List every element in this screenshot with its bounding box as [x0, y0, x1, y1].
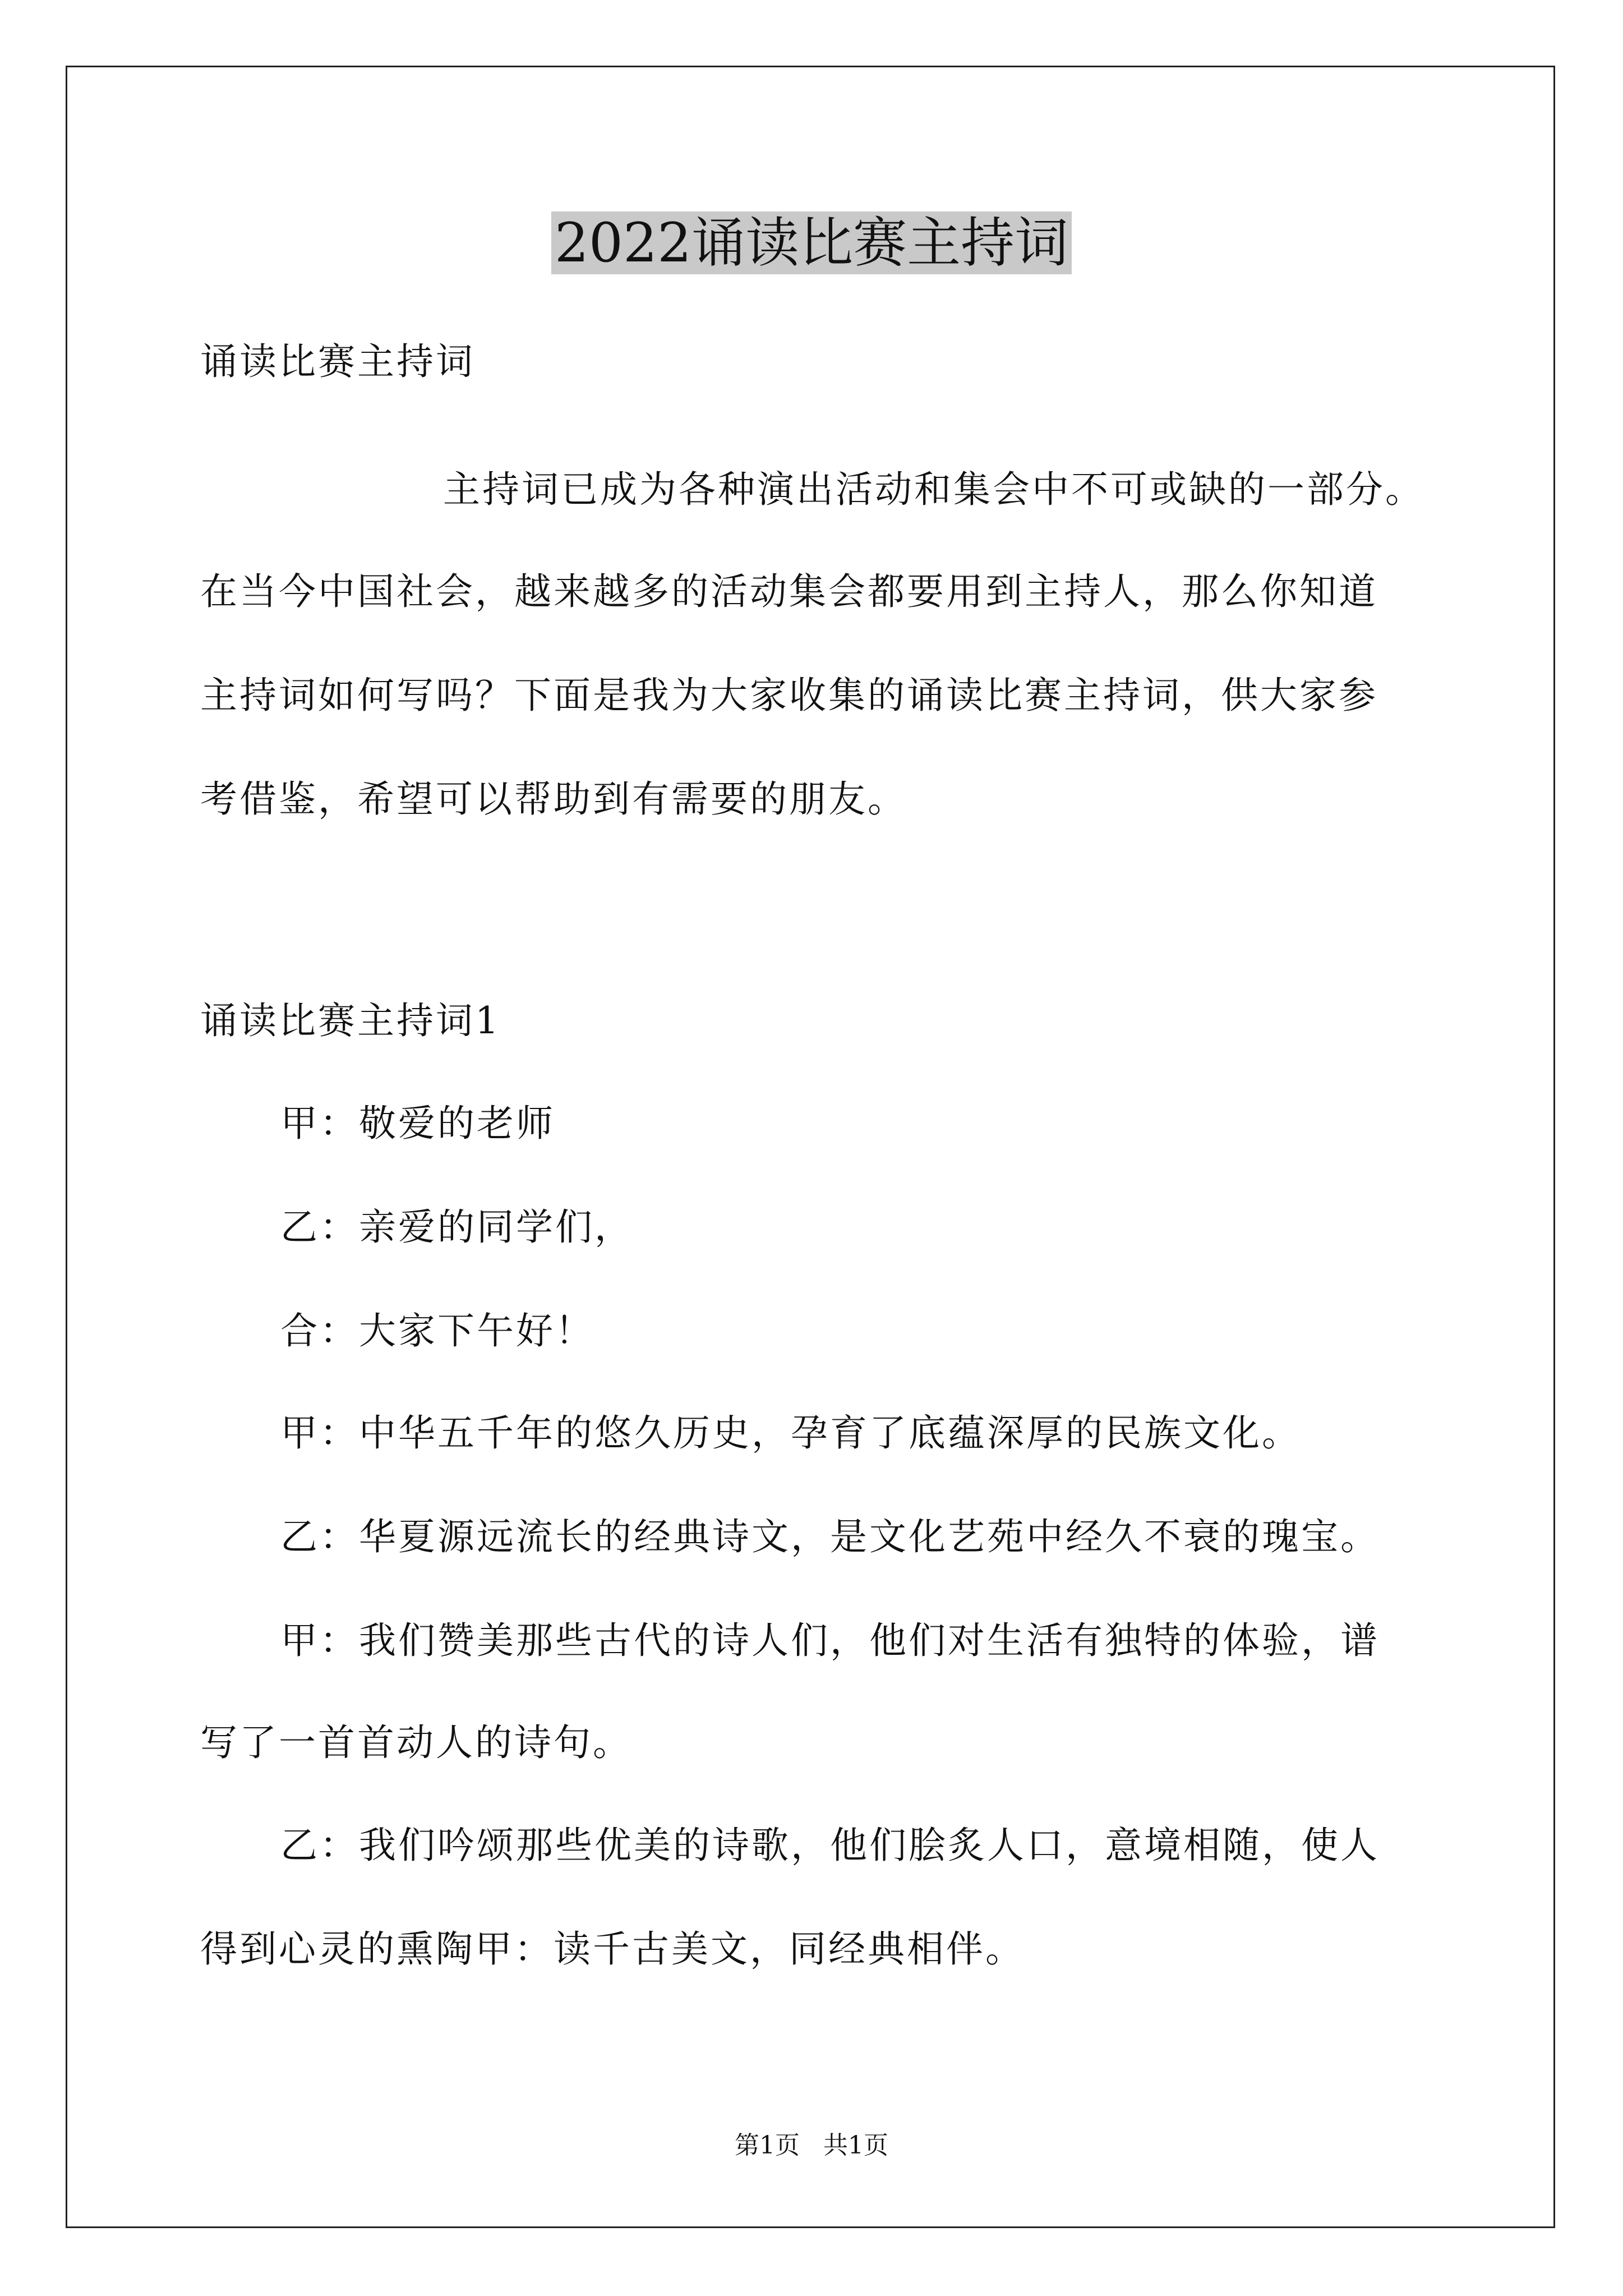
dialogue-line: 甲：我们赞美那些古代的诗人们，他们对生活有独特的体验，谱: [280, 1619, 1380, 1662]
intro-line: 在当今中国社会，越来越多的活动集会都要用到主持人，那么你知道: [200, 570, 1378, 613]
intro-line: 考借鉴，希望可以帮助到有需要的朋友。: [200, 777, 907, 821]
dialogue-line: 乙：华夏源远流长的经典诗文，是文化艺苑中经久不衰的瑰宝。: [280, 1515, 1380, 1558]
document-title-container: [0, 206, 1623, 279]
dialogue-line: 甲：中华五千年的悠久历史，孕育了底蕴深厚的民族文化。: [280, 1411, 1301, 1455]
dialogue-line: 合：大家下午好！: [280, 1309, 594, 1352]
dialogue-line: 甲：敬爱的老师: [280, 1102, 555, 1145]
document-subtitle: 诵读比赛主持词: [200, 340, 475, 383]
dialogue-line: 写了一首首动人的诗句。: [200, 1721, 632, 1764]
dialogue-line: 乙：我们吟颂那些优美的诗歌，他们脍炙人口，意境相随，使人: [280, 1824, 1380, 1867]
dialogue-line: 得到心灵的熏陶甲：读千古美文，同经典相伴。: [200, 1927, 1025, 1971]
section-heading: 诵读比赛主持词1: [200, 999, 501, 1042]
document-title: 2022诵读比赛主持词: [551, 211, 1072, 274]
dialogue-line: 乙：亲爱的同学们，: [280, 1205, 634, 1249]
intro-line: 主持词已成为各种演出活动和集会中不可或缺的一部分。: [443, 468, 1424, 511]
intro-line: 主持词如何写吗？下面是我为大家收集的诵读比赛主持词，供大家参: [200, 674, 1378, 717]
page-footer: 第1页 共1页: [735, 2131, 888, 2160]
